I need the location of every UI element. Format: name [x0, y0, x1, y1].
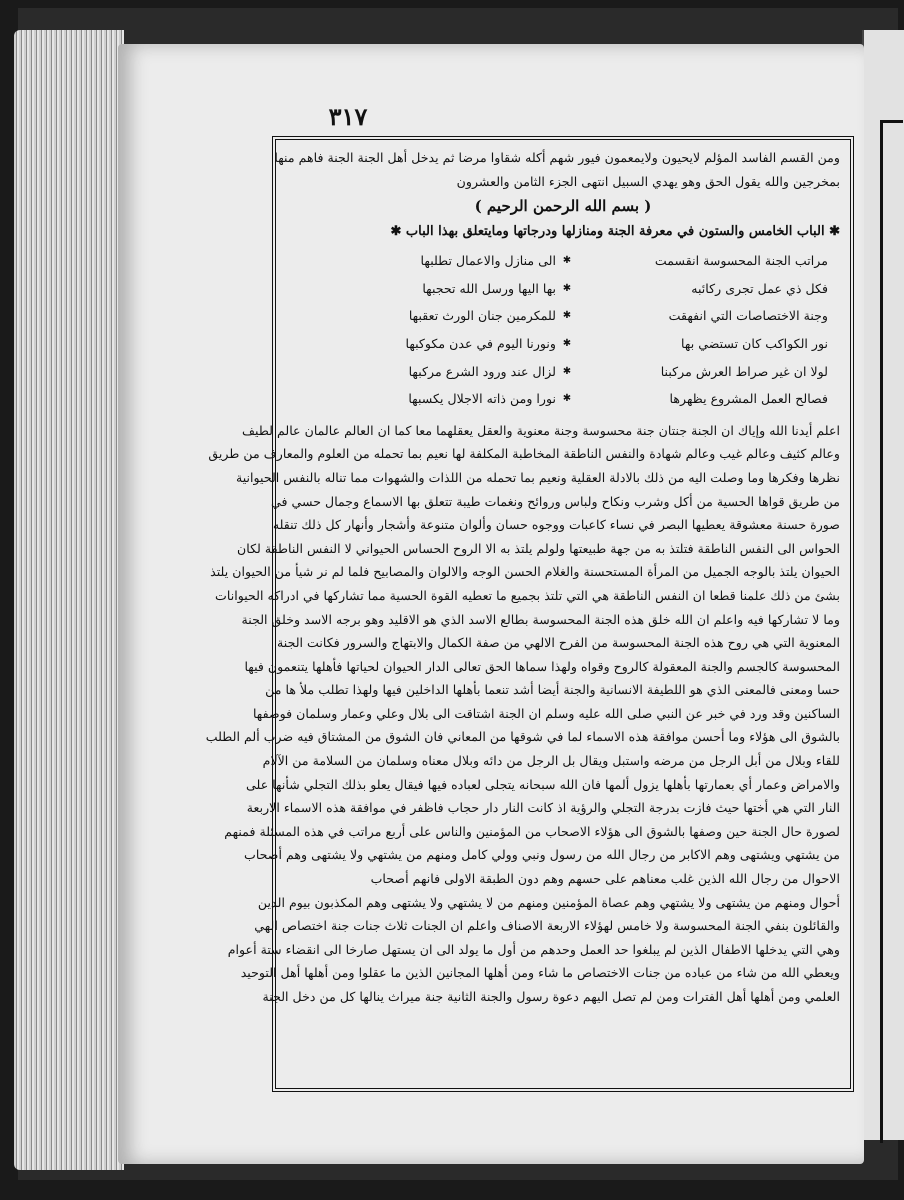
chapter-title	[286, 219, 840, 245]
verse-first-hemistich: فصالح العمل المشروع يظهرها	[669, 391, 828, 407]
body-line: وعالم كثيف وعالم غيب وعالم شهادة والنفس الناطقة المخاطبة المكلفة لها نعيم بما تحمله من العلوم والمعارف من طريق	[208, 446, 840, 462]
intro-block	[274, 146, 840, 193]
verse-second-hemistich: الى منازل والاعمال تطلبها	[420, 253, 556, 269]
body-line: والامراض وعمار أي بعمارتها بأهلها يزول ألمها فان الله سبحانه يتجلى لعباده فيها فيقال يعلو بذلك التجلي شأنها على	[246, 776, 840, 792]
poem-verse	[286, 330, 840, 358]
poem-verse	[286, 358, 840, 386]
body-line: النار التي هي أختها حيث فازت بدرجة التجلي والرؤية اذ كانت النار دار حجاب فاظفر في موافقة هذه الاسماء الاربعة	[246, 800, 840, 816]
text-frame	[205, 136, 854, 1092]
body-line: الاحوال من رجال الله الذين غلب معناهم على حسهم وهم دون الطبقة الاولى فانهم أصحاب	[370, 871, 840, 887]
verse-second-hemistich: بها اليها ورسل الله تحجبها	[422, 280, 556, 296]
body-line: بالشوق الى هؤلاء وما أحسن موافقة هذه الاسماء لما في شوقها من المعاني فان الشوق من المشتاق فيه ضرب ألم الطلب	[205, 729, 840, 745]
body-line: من طريق قواها الحسية من أكل وشرب ونكاح ولباس وروائح ونغمات طيبة تتعلق بها الاسماع وجمال حسي في	[271, 493, 840, 509]
chapter-title-text: الباب الخامس والستون في معرفة الجنة ومنازلها ودرجاتها ومايتعلق بهذا الباب	[405, 224, 825, 240]
poem-verse	[286, 385, 840, 413]
body-line: صورة حسنة معشوقة يعطيها البصر في نساء كاعبات ووجوه حسان وألوان متنوعة وأشجار وأنهار كل ذلك تنقله	[272, 517, 840, 533]
poem-verse	[286, 302, 840, 330]
verse-second-hemistich: للمكرمين جنان الورث تعقبها	[408, 308, 556, 324]
body-line: لصورة حال الجنة حين وصفها بالشوق الى هؤلاء الاصحاب من المؤمنين والناس على أربع مراتب في هذه المسئلة فمنهم	[224, 823, 840, 839]
body-text	[205, 419, 840, 1009]
body-line: بشئ من ذلك علمنا قطعا ان النفس الناطقة هي التي تلتذ بجميع ما تعطيه القوة الحسية مما تشاركها في ادراكه الحيوانات	[215, 587, 840, 603]
intro-line: بمخرجين والله يقول الحق وهو يهدي السبيل انتهى الجزء الثامن والعشرون	[456, 173, 840, 189]
verse-first-hemistich: نور الكواكب كان تستضي بها	[681, 335, 828, 351]
verse-second-hemistich: لزال عند ورود الشرع مركبها	[408, 363, 556, 379]
page-number: ٣١٧	[328, 102, 368, 131]
star-separator-icon: ✱	[562, 310, 572, 322]
body-line: وما لا تشاركها فيه واعلم ان الله خلق هذه الجنة المحسوسة بطالع الاسد الذي هو الاقليد وهو برجه الاسد وخلق الجنة	[241, 611, 840, 627]
star-ornament-icon: ✱	[390, 224, 402, 240]
star-separator-icon: ✱	[562, 365, 572, 377]
verse-first-hemistich: وجنة الاختصاصات التي انفهقت	[668, 308, 828, 324]
body-line: ويعطي الله من شاء من عباده من جنات الاختصاص ما شاء ومن أهلها المجانين الذين ما عقلوا ومن أهلها أهل التوحيد	[240, 965, 840, 981]
star-separator-icon: ✱	[562, 337, 572, 349]
verse-second-hemistich: ونورنا اليوم في عدن مكوكبها	[405, 335, 556, 351]
poem-verse	[286, 275, 840, 303]
star-separator-icon: ✱	[562, 255, 572, 267]
body-line: الحواس الى النفس الناطقة فتلتذ به من جهة طبيعتها ولولم يلتذ به الا الروح الحساس الحيواني لا النفس الناطقة لكان	[237, 540, 840, 556]
body-line: للقاء وبلال من أبل الرجل من مرضه واستبل ويقال بل الرجل من دائه وبلال معناه وسلمان من السلامة من الآلام	[262, 753, 840, 769]
body-line: الحيوان يلتذ بالوجه الجميل من المرأة المستحسنة والغلام الحسن الوجه والالوان والمصابيح فلما لم نر شيأ من الحيوان يلتذ	[210, 564, 840, 580]
body-line: المعنوية التي هي روح هذه الجنة المحسوسة من الفرح الالهي من صفة الكمال والابتهاج والسرور فكانت الجنة	[277, 635, 840, 651]
star-ornament-icon: ✱	[829, 224, 840, 240]
body-line: أحوال ومنهم من يشتهى ولا يشتهي وهم عصاة المؤمنين ومنهم من لا يشتهي ولا يشتهى وهم المكذبون بيوم الدين	[257, 894, 840, 910]
intro-line: ومن القسم الفاسد المؤلم لايحيون ولايمعمون فيور شهم أكله شقاوا مرضا ثم يدخل أهل الجنة الجنة فاهم منها	[274, 150, 840, 165]
body-line: نظرها وفكرها وما وصلت اليه من ذلك بالادلة العقلية ونعيم بما تحمله من اللذات والشهوات مما تناله بالنفس الحيوانية	[235, 469, 840, 485]
facing-page-frame	[880, 120, 903, 1143]
basmala-heading: ( بسم الله الرحمن الرحيم )	[474, 197, 652, 216]
verse-first-hemistich: فكل ذي عمل تجرى ركائبه	[691, 280, 828, 296]
star-separator-icon: ✱	[562, 393, 572, 405]
body-line: وهي التي يدخلها الاطفال الذين لم يبلغوا حد العمل وحدهم من أول ما يولد الى ان يستهل صارخا الى انقضاء ستة أعوام	[227, 941, 840, 957]
body-line: اعلم أيدنا الله وإياك ان الجنة جنتان جنة محسوسة وجنة معنوية والعقل يعقلهما معا كما ان العالم عالمان عالم لطيف	[241, 422, 840, 438]
star-separator-icon: ✱	[562, 282, 572, 294]
verse-second-hemistich: نورا ومن ذاته الاجلال يكسبها	[408, 391, 556, 407]
verse-first-hemistich: مراتب الجنة المحسوسة انقسمت	[654, 253, 828, 269]
poem	[286, 247, 840, 413]
page-edges	[14, 30, 124, 1170]
poem-verse	[286, 247, 840, 275]
body-line: حسا ومعنى فالمعنى الذي هو اللطيفة الانسانية والجنة أيضا أشد تنعما بأهلها الداخلين فيها ولهذا تطلب ملأ ها من	[265, 682, 840, 698]
body-line: من يشتهي ويشتهى وهم الاكابر من رجال الله من رسول ونبي وولي كامل ومنهم من يشتهي ولا يشتهى وهم أصحاب	[243, 847, 840, 863]
verse-first-hemistich: لولا ان غير صراط العرش مركبنا	[660, 363, 828, 379]
body-line: والقائلون بنفي الجنة المحسوسة ولا خامس لهؤلاء الاربعة الاصناف واعلم ان الجنات ثلاث جنات جنة اختصاص الهي	[254, 918, 840, 934]
body-line: الساكنين وقد ورد في خبر عن النبي صلى الله عليه وسلم ان الجنة اشتاقت الى بلال وعلي وعمار وسلمان فوصفها	[252, 705, 840, 721]
body-line: المحسوسة كالجسم والجنة المعقولة كالروح وقواه ولهذا سماها الحق تعالى الدار الحيوان لحياتها فأهلها يتنعمون فيها	[244, 658, 840, 674]
body-line: العلمي ومن أهلها أهل الفترات ومن لم تصل اليهم دعوة رسول والجنة الثانية جنة ميراث ينالها كل من دخل الجنة	[262, 989, 840, 1004]
